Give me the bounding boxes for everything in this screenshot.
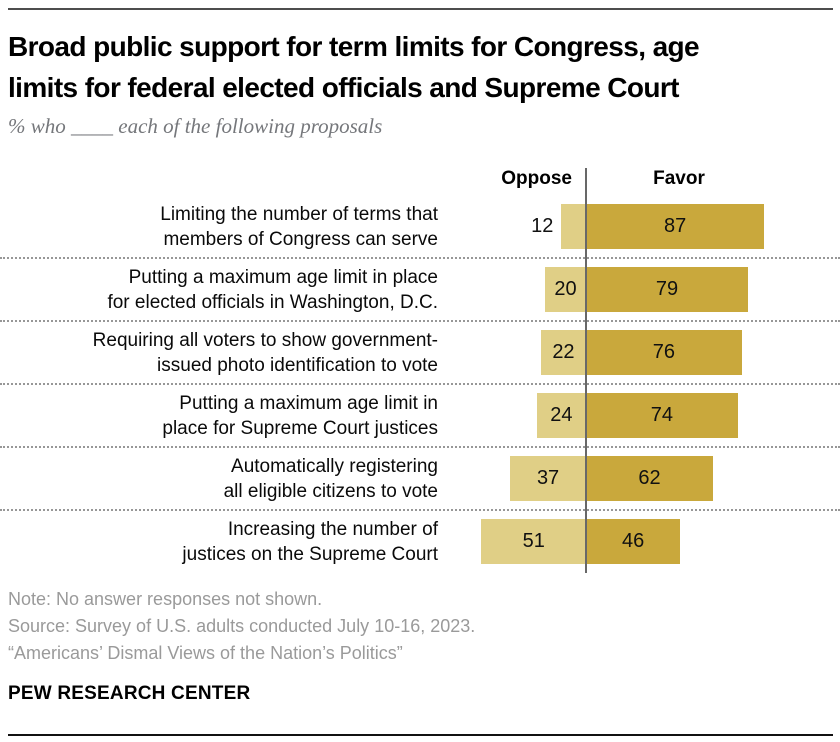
favor-value-label: 79 xyxy=(655,278,679,300)
oppose-column-header: Oppose xyxy=(501,168,572,189)
row-category-label-line: justices on the Supreme Court xyxy=(182,543,438,565)
chart-title xyxy=(8,26,832,108)
row-category-label xyxy=(0,322,438,383)
oppose-value-label: 20 xyxy=(554,278,577,300)
row-category-label-line: Putting a maximum age limit in xyxy=(179,392,438,414)
bar-area xyxy=(450,259,840,320)
favor-value-label: 46 xyxy=(622,530,645,552)
footer-source: Source: Survey of U.S. adults conducted July 10-16, 2023. xyxy=(8,616,476,636)
oppose-bar xyxy=(561,204,586,249)
row-category-label xyxy=(0,511,438,572)
row-category-label-line: Limiting the number of terms that xyxy=(160,203,438,225)
column-headers xyxy=(0,166,840,196)
bar-area xyxy=(450,385,840,446)
oppose-value-label: 22 xyxy=(552,341,575,363)
row-category-label-line: members of Congress can serve xyxy=(163,228,438,250)
footer-report-title: “Americans’ Dismal Views of the Nation’s Politics” xyxy=(8,643,403,663)
row-category-label-line: place for Supreme Court justices xyxy=(162,417,438,439)
chart-row xyxy=(0,385,840,448)
oppose-value-label: 51 xyxy=(522,530,545,552)
bottom-rule xyxy=(8,734,833,736)
oppose-value-label: 37 xyxy=(536,467,560,489)
row-category-label-line: Putting a maximum age limit in place xyxy=(128,266,438,288)
row-category-label xyxy=(0,196,438,257)
favor-value-label: 76 xyxy=(652,341,676,363)
row-category-label xyxy=(0,448,438,509)
bar-area xyxy=(450,322,840,383)
oppose-value-label: 12 xyxy=(531,215,554,237)
row-category-label-line: Increasing the number of xyxy=(227,518,438,540)
chart-title-line2: limits for federal elected officials and Supreme Court xyxy=(8,72,679,103)
row-category-label-line: for elected officials in Washington, D.C. xyxy=(107,291,438,313)
row-category-label-line: all eligible citizens to vote xyxy=(223,480,438,502)
row-category-label-line: issued photo identification to vote xyxy=(157,354,438,376)
bar-area xyxy=(450,511,840,572)
bar-area xyxy=(450,196,840,257)
diverging-bar-chart xyxy=(0,166,840,574)
top-rule xyxy=(8,8,833,10)
row-category-label-line: Requiring all voters to show government- xyxy=(92,329,438,351)
chart-rows xyxy=(0,196,840,572)
chart-row xyxy=(0,511,840,572)
chart-title-line1: Broad public support for term limits for Congress, age xyxy=(8,31,700,62)
pew-research-center-logo: PEW RESEARCH CENTER xyxy=(8,683,251,704)
favor-value-label: 74 xyxy=(650,404,673,426)
chart-row xyxy=(0,448,840,511)
bar-area xyxy=(450,448,840,509)
chart-row xyxy=(0,196,840,259)
footer-note: Note: No answer responses not shown. xyxy=(8,589,323,609)
favor-value-label: 62 xyxy=(638,467,661,489)
chart-subtitle: % who ____ each of the following proposals xyxy=(8,114,383,138)
row-category-label xyxy=(0,259,438,320)
favor-column-header: Favor xyxy=(653,168,705,189)
zero-axis-line xyxy=(585,168,587,573)
favor-value-label: 87 xyxy=(664,215,687,237)
oppose-value-label: 24 xyxy=(550,404,573,426)
row-category-label-line: Automatically registering xyxy=(231,455,438,477)
chart-row xyxy=(0,322,840,385)
chart-footer xyxy=(8,586,832,667)
row-category-label xyxy=(0,385,438,446)
chart-row xyxy=(0,259,840,322)
